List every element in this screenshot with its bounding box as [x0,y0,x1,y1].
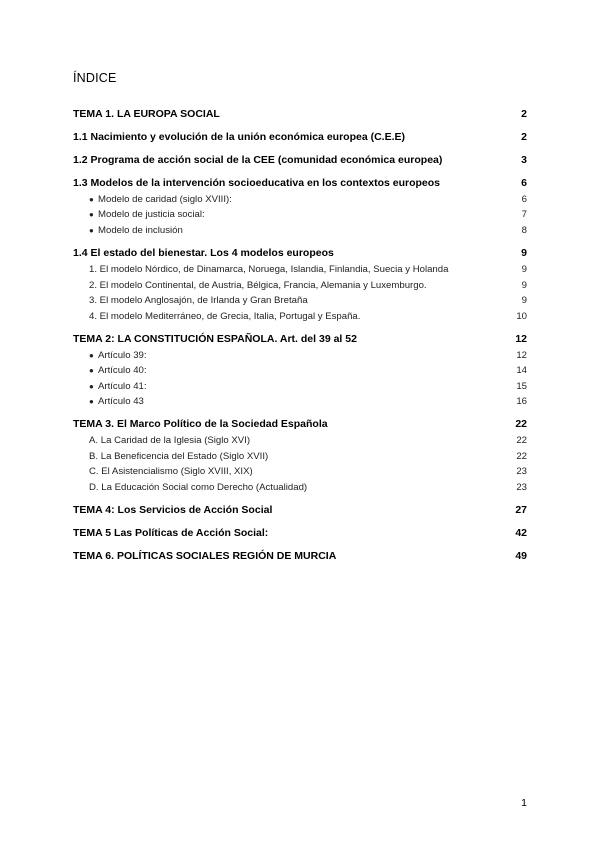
toc-entry[interactable] [73,224,527,237]
toc-entry[interactable] [73,294,527,307]
toc-entry-label [73,224,183,237]
toc-entry-text: A. La Caridad de la Iglesia (Siglo XVI) [89,435,251,446]
toc-entry-text: 1.1 Nacimiento y evolución de la unión económica europea (C.E.E) [73,131,405,143]
toc-entry-page: 2 [521,108,527,120]
toc-entry-page: 9 [521,264,527,275]
toc-entry-label [73,108,220,121]
toc-entry-label [73,177,440,190]
toc-entry-text: B. La Beneficencia del Estado (Siglo XVII) [89,451,269,462]
toc-entry-label [73,418,328,431]
toc-entry-text: Modelo de caridad (siglo XVIII): [98,194,232,205]
toc-entry[interactable] [73,349,527,362]
toc-entry[interactable] [73,450,527,463]
toc-entry-text: 1.4 El estado del bienestar. Los 4 modelos europeos [73,247,334,259]
toc-entry-text: TEMA 2: LA CONSTITUCIÓN ESPAÑOLA. Art. del 39 al 52 [73,333,357,345]
toc-entry[interactable] [73,481,527,494]
toc-entry[interactable] [73,154,527,167]
toc-entry[interactable] [73,380,527,393]
toc-entry-text: Modelo de inclusión [98,225,183,236]
toc-entry-label [73,193,232,206]
toc-entry-page: 16 [516,396,527,407]
toc-entry[interactable] [73,504,527,517]
toc-entry-label [73,310,360,323]
toc-entry[interactable] [73,279,527,292]
bullet-icon: ● [89,366,94,375]
toc-entry-text: Artículo 40: [98,365,147,376]
toc-entry-text: TEMA 5 Las Políticas de Acción Social: [73,527,269,539]
toc-entry-label [73,481,307,494]
toc-entry-page: 9 [521,247,527,259]
toc-entry[interactable] [73,418,527,431]
page-number: 1 [521,797,527,809]
toc-entry-label [73,550,336,563]
toc-entry[interactable] [73,527,527,540]
toc-entry-label [73,208,205,221]
toc-entry[interactable] [73,193,527,206]
toc-entry[interactable] [73,263,527,276]
bullet-icon: ● [89,351,94,360]
toc-entry-page: 23 [516,466,527,477]
toc-entry[interactable] [73,310,527,323]
toc-entry-label [73,434,250,447]
toc-entry-page: 15 [516,381,527,392]
toc-entry[interactable] [73,108,527,121]
toc-entry-page: 12 [516,350,527,361]
bullet-icon: ● [89,382,94,391]
toc-entry-page: 23 [516,482,527,493]
toc-entry-text: TEMA 4: Los Servicios de Acción Social [73,504,273,516]
toc-entry-label [73,131,405,144]
toc-entry[interactable] [73,131,527,144]
toc-entry-text: TEMA 6. POLÍTICAS SOCIALES REGIÓN DE MURCIA [73,550,337,562]
toc-entry-page: 22 [516,435,527,446]
toc-entry-text: TEMA 1. LA EUROPA SOCIAL [73,108,220,120]
toc-entry-page: 42 [515,527,527,539]
toc-entry-page: 14 [516,365,527,376]
toc-entry-label [73,450,268,463]
toc-entry-page: 10 [516,311,527,322]
toc-entry-text: 1.3 Modelos de la intervención socioeducativa en los contextos europeos [73,177,441,189]
toc-entry-text: 2. El modelo Continental, de Austria, Bélgica, Francia, Alemania y Luxemburgo. [89,280,427,291]
toc-entry-page: 9 [521,295,527,306]
bullet-icon: ● [89,226,94,235]
toc-entry[interactable] [73,177,527,190]
toc-entry-page: 12 [515,333,527,345]
toc-entry[interactable] [73,333,527,346]
toc-entry-page: 22 [516,451,527,462]
toc-entry-label [73,154,442,167]
toc-entry-text: Artículo 39: [98,350,147,361]
toc-entry-page: 27 [515,504,527,516]
toc-entry-label [73,465,253,478]
toc-entry-page: 8 [521,225,527,236]
toc-entry-label [73,263,448,276]
toc-entry-text: 1.2 Programa de acción social de la CEE (comunidad económica europea) [73,154,443,166]
toc-entry-page: 2 [521,131,527,143]
toc-entry-text: 4. El modelo Mediterráneo, de Grecia, Italia, Portugal y España. [89,311,361,322]
toc-entry-text: D. La Educación Social como Derecho (Actualidad) [89,482,308,493]
toc-entry[interactable] [73,550,527,563]
toc-entry-page: 9 [521,280,527,291]
toc-entry[interactable] [73,465,527,478]
toc-entry-label [73,364,147,377]
toc-entry-text: TEMA 3. El Marco Político de la Sociedad Española [73,418,328,430]
toc-entry[interactable] [73,395,527,408]
toc-entry-label [73,504,272,517]
toc-entry-text: 1. El modelo Nórdico, de Dinamarca, Noruega, Islandia, Finlandia, Suecia y Holanda [89,264,449,275]
toc-entry-page: 7 [521,209,527,220]
toc-entry-label [73,527,268,540]
toc-entry-page: 49 [515,550,527,562]
toc-entry-text: 3. El modelo Anglosajón, de Irlanda y Gran Bretaña [89,295,308,306]
toc-entry-label [73,333,357,346]
toc-entry-page: 6 [521,177,527,189]
toc-entry[interactable] [73,208,527,221]
toc-entry-page: 6 [521,194,527,205]
toc-entry-label [73,279,427,292]
toc-entry-text: Artículo 43 [98,396,144,407]
bullet-icon: ● [89,210,94,219]
toc-entry-text: Modelo de justicia social: [98,209,205,220]
toc-entry-label [73,294,308,307]
toc-entry-page: 22 [515,418,527,430]
toc-entry-label [73,247,334,260]
toc-entry-label [73,349,147,362]
toc-entry-text: Artículo 41: [98,381,147,392]
toc-entry-text: C. El Asistencialismo (Siglo XVIII, XIX) [89,466,253,477]
bullet-icon: ● [89,195,94,204]
bullet-icon: ● [89,397,94,406]
toc-entry-page: 3 [521,154,527,166]
toc-entry-label [73,395,144,408]
toc-entry[interactable] [73,364,527,377]
toc-entry[interactable] [73,434,527,447]
toc-entry-label [73,380,147,393]
page-title: ÍNDICE [73,71,117,85]
toc-entry[interactable] [73,247,527,260]
